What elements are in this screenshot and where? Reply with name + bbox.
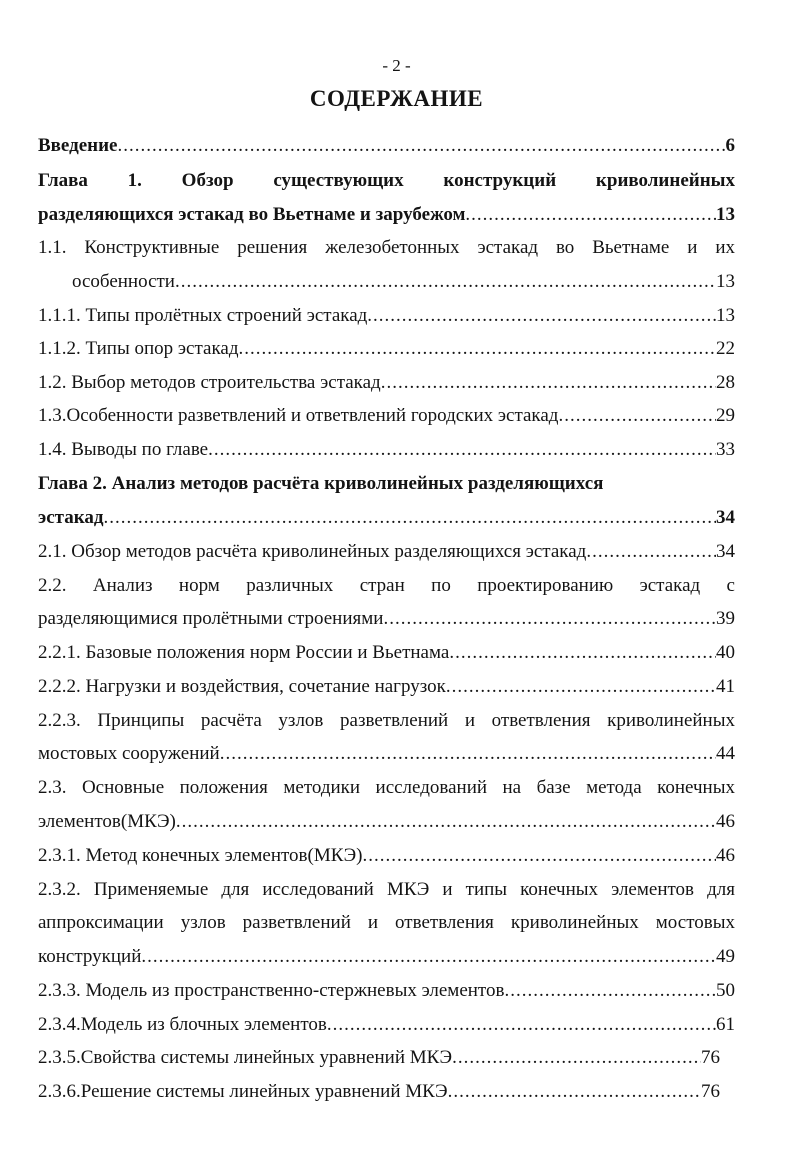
- toc-page-number: 49: [716, 946, 735, 967]
- toc-entry-text: 2.2. Анализ норм различных стран по проектированию эстакад с: [38, 575, 735, 596]
- toc-entry-text: 1.1.2. Типы опор эстакад: [38, 338, 239, 359]
- toc-entry-2-3-cont: [38, 809, 735, 835]
- toc-entry-2-3-6: [38, 1079, 720, 1105]
- toc-entry-text: 1.2. Выбор методов строительства эстакад: [38, 372, 381, 393]
- toc-entry-2-3: [38, 775, 735, 801]
- toc-page-number: 50: [716, 980, 735, 1001]
- toc-page-number: 33: [716, 439, 735, 460]
- toc-entry-text: мостовых сооружений: [38, 743, 220, 764]
- page-number: - 2 -: [382, 56, 411, 75]
- toc-page-number: 40: [716, 642, 735, 663]
- toc-page-number: 41: [716, 676, 735, 697]
- toc-page-number: 13: [716, 305, 735, 326]
- toc-entry-text: Введение: [38, 135, 118, 156]
- toc-entry-2-3-2: [38, 877, 735, 903]
- toc-entry-2-3-2-cont: [38, 910, 735, 936]
- toc-page-number: 29: [716, 405, 735, 426]
- toc-entry-2-1: [38, 539, 735, 565]
- toc-page-number: 76: [701, 1047, 720, 1068]
- toc-entry-text: 2.1. Обзор методов расчёта криволинейных разделяющихся эстакад: [38, 541, 587, 562]
- toc-entry-text: эстакад: [38, 507, 104, 528]
- toc-entry-text: 2.3.2. Применяемые для исследований МКЭ и типы конечных элементов для: [38, 879, 735, 900]
- toc-entry-text: аппроксимации узлов разветвлений и ответвления криволинейных мостовых: [38, 912, 735, 933]
- toc-page-number: 28: [716, 372, 735, 393]
- toc-entry-text: 2.2.3. Принципы расчёта узлов разветвлений и ответвления криволинейных: [38, 710, 735, 731]
- toc-page-number: 61: [716, 1014, 735, 1035]
- toc-page-number: 39: [716, 608, 735, 629]
- toc-page-number: 6: [725, 135, 735, 156]
- toc-entry-text: 1.1.1. Типы пролётных строений эстакад: [38, 305, 368, 326]
- toc-entry-text: 1.4. Выводы по главе: [38, 439, 209, 460]
- toc-entry-text: 2.3.1. Метод конечных элементов(МКЭ): [38, 845, 363, 866]
- toc-page-number: 13: [716, 271, 735, 292]
- toc-page-number: 22: [716, 338, 735, 359]
- toc-entry-text: 2.3.5.Свойства системы линейных уравнений МКЭ: [38, 1047, 453, 1068]
- toc-entry-text: особенности: [72, 271, 175, 292]
- toc-entry-1-1-1: [38, 303, 735, 329]
- toc-entry-text: 2.3.6.Решение системы линейных уравнений МКЭ: [38, 1081, 448, 1102]
- toc-page-number: 34: [716, 541, 735, 562]
- toc-entry-2-3-2-cont-2: [38, 944, 735, 970]
- toc-page-number: 46: [716, 811, 735, 832]
- toc-page-number: 76: [701, 1081, 720, 1102]
- toc-entry-chapter-2: [38, 471, 735, 497]
- toc-entry-2-3-5: [38, 1045, 720, 1071]
- toc-entry-chapter-1: [38, 168, 735, 194]
- toc-entry-text: 1.3.Особенности разветвлений и ответвлений городских эстакад: [38, 405, 559, 426]
- toc-page-number: 44: [716, 743, 735, 764]
- toc-entry-text: конструкций: [38, 946, 142, 967]
- toc-page-number: 46: [716, 845, 735, 866]
- toc-entry-2-2-2: [38, 674, 735, 700]
- toc-entry-chapter-1-cont: [38, 202, 735, 228]
- toc-entry-text: Глава 1. Обзор существующих конструкций криволинейных: [38, 170, 735, 191]
- toc-entry-1-1-2: [38, 336, 735, 362]
- toc-entry-text: разделяющимися пролётными строениями: [38, 608, 384, 629]
- toc-entry-2-3-4: [38, 1012, 735, 1038]
- toc-entry-text: 2.3.4.Модель из блочных элементов: [38, 1014, 327, 1035]
- toc-entry-2-2-3-cont: [38, 741, 735, 767]
- toc-entry-text: Глава 2. Анализ методов расчёта криволинейных разделяющихся: [38, 473, 604, 494]
- toc-entry-1-2: [38, 370, 735, 396]
- toc-entry-text: 1.1. Конструктивные решения железобетонных эстакад во Вьетнаме и их: [38, 237, 735, 258]
- toc-entry-chapter-2-cont: [38, 505, 735, 531]
- toc-entry-text: 2.2.2. Нагрузки и воздействия, сочетание нагрузок: [38, 676, 446, 697]
- toc-page-number: 13: [716, 204, 735, 225]
- toc-entry-2-3-1: [38, 843, 735, 869]
- toc-entry-2-2: [38, 573, 735, 599]
- toc-entry-2-2-cont: [38, 606, 735, 632]
- toc-entry-introduction: [38, 133, 735, 159]
- toc-entry-1-1: [38, 235, 735, 261]
- toc-page-number: 34: [716, 507, 735, 528]
- toc-entry-1-3: [38, 403, 735, 429]
- toc-entry-text: 2.2.1. Базовые положения норм России и Вьетнама: [38, 642, 450, 663]
- toc-entry-text: 2.3. Основные положения методики исследований на базе метода конечных: [38, 777, 735, 798]
- page-title: СОДЕРЖАНИЕ: [309, 86, 484, 111]
- toc-entry-1-1-cont: [72, 269, 735, 295]
- toc-entry-2-3-3: [38, 978, 735, 1004]
- toc-entry-2-2-1: [38, 640, 735, 666]
- toc-entry-text: элементов(МКЭ): [38, 811, 176, 832]
- toc-entry-2-2-3: [38, 708, 735, 734]
- toc-entry-text: разделяющихся эстакад во Вьетнаме и зарубежом: [38, 204, 466, 225]
- toc-entry-text: 2.3.3. Модель из пространственно-стержневых элементов: [38, 980, 505, 1001]
- toc-entry-1-4: [38, 437, 735, 463]
